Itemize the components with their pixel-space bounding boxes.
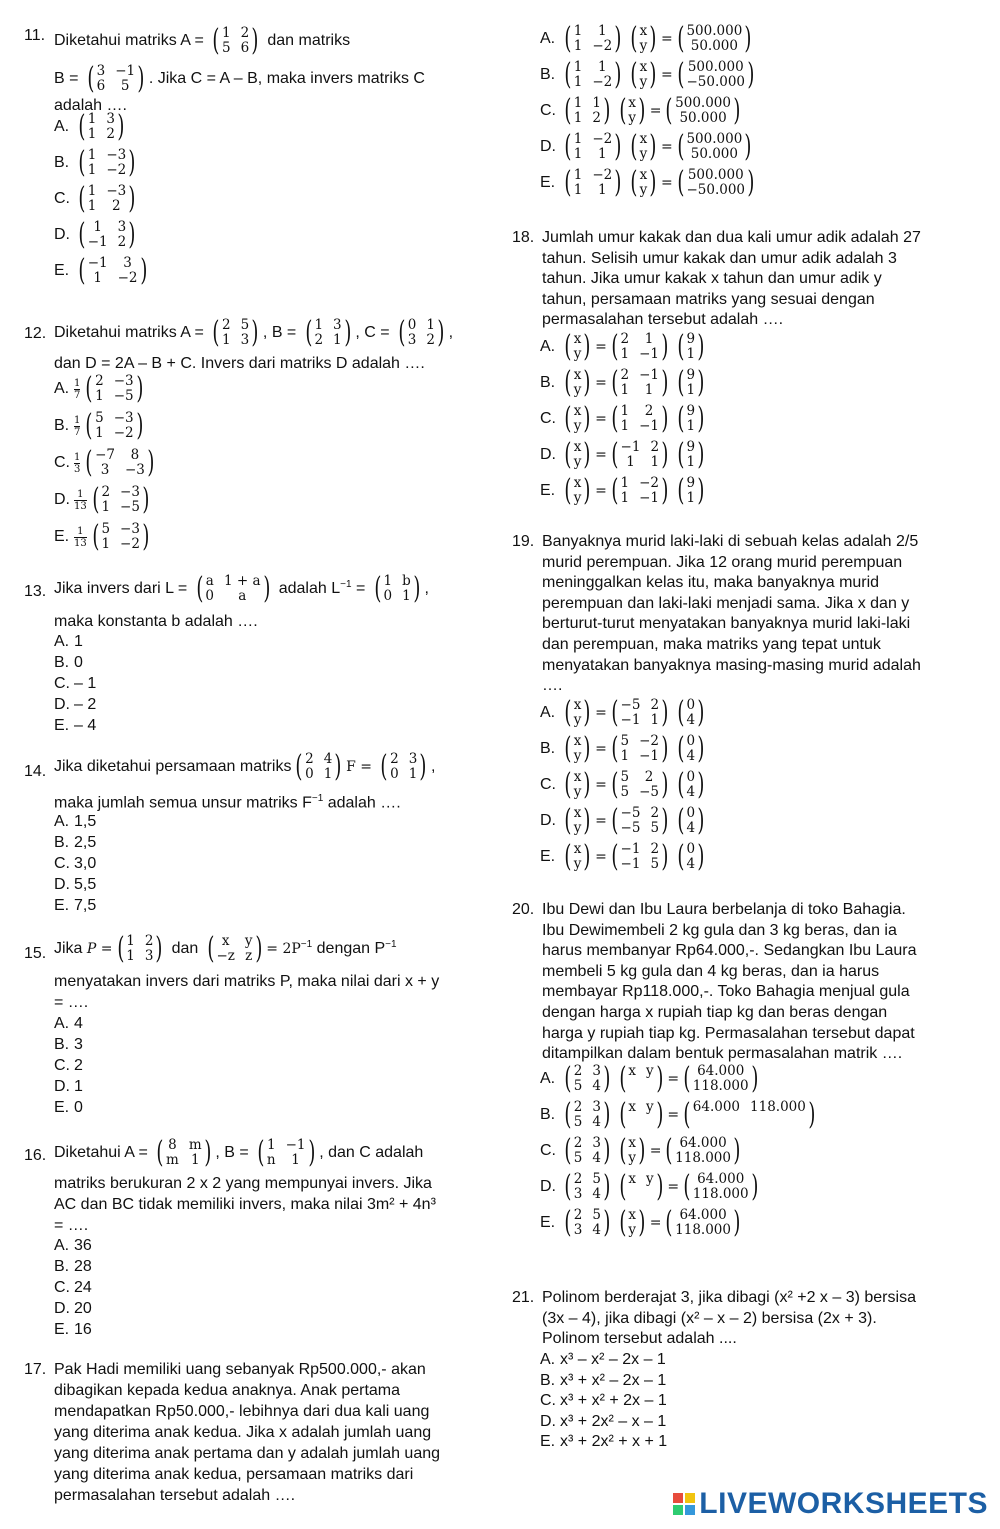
variable-vector: ( x y )	[630, 165, 657, 200]
question-text-line: dengan harga x rupiah tiap kg dan beras dengan	[542, 1004, 888, 1021]
matrix: ( 1 2 1 −1 )	[611, 401, 669, 436]
option-letter: C.	[540, 775, 556, 793]
answer-option-a[interactable]	[54, 371, 147, 406]
answer-option-c[interactable]	[54, 1278, 92, 1299]
row-vector: ( x y )	[618, 1097, 663, 1132]
question-text-line: permasalahan tersebut adalah ….	[542, 311, 784, 328]
question-text-line: Ibu Dewi dan Ibu Laura berbelanja di toko Bahagia.	[542, 901, 906, 918]
fraction: $\frac{1}{7}$	[74, 414, 81, 438]
option-letter: A.	[54, 813, 70, 830]
option-letter: C.	[54, 1057, 70, 1074]
answer-option-b[interactable]: B. ( 1 1 1 −2 ) ( x y ) = ( 500.000 −50.000 )	[540, 60, 759, 90]
option-value: – 2	[74, 696, 97, 713]
result-vector: ( 0 4 )	[677, 803, 705, 838]
option-value: x³ + 2x² + x + 1	[560, 1433, 668, 1450]
option-value: x³ – x² – 2x – 1	[560, 1351, 666, 1368]
option-value: 7,5	[74, 897, 97, 914]
question-text-line: yang diterima anak kedua, persamaan matriks dari	[54, 1466, 414, 1483]
option-letter: E.	[54, 1099, 70, 1116]
matrix: ( −1 2 −1 5 )	[611, 839, 669, 874]
option-letter: B.	[54, 834, 70, 851]
answer-option-a[interactable]	[54, 1236, 92, 1257]
variable-vector: ( x y )	[618, 93, 646, 128]
variable-vector: ( x y )	[564, 839, 591, 874]
question-text-line: dibagikan kepada kedua anaknya. Anak pertama	[54, 1382, 401, 1399]
option-letter: B.	[54, 153, 70, 171]
option-letter: B.	[54, 416, 70, 434]
option-value: x³ + x² – 2x – 1	[560, 1371, 667, 1389]
answer-option-c[interactable]	[540, 1391, 667, 1412]
option-value: – 4	[74, 717, 97, 734]
answer-option-d[interactable]: D. ( x y ) = ( −1 2 1 1 ) ( 9 1 )	[540, 440, 709, 470]
question-text-line: tahun. Selisih umur kakak dan umur adik adalah 3	[542, 249, 897, 267]
answer-option-e[interactable]	[54, 253, 151, 288]
option-value: 0	[74, 654, 83, 671]
matrix: ( 2 3 5 4 )	[564, 1133, 611, 1168]
option-letter: A.	[54, 379, 70, 397]
option-letter: D.	[540, 1177, 556, 1195]
variable-vector: ( x y )	[564, 803, 591, 838]
question-text-line: Pak Hadi memiliki uang sebanyak Rp500.000,- akan	[54, 1361, 426, 1378]
question-text-line: Polinom berderajat 3, jika dibagi (x² +2 x – 3) bersisa	[542, 1289, 916, 1306]
matrix: ( 2 3 5 4 )	[564, 1061, 611, 1096]
answer-option-d[interactable]: D. ( x y ) = ( −5 2 −5 5 ) ( 0 4 )	[540, 806, 709, 836]
matrix: ( 1 1 1 −2 )	[564, 57, 622, 92]
result-vector: ( 500.000 50.000 )	[677, 21, 752, 56]
answer-option-d[interactable]	[54, 482, 154, 517]
option-letter: E.	[54, 717, 70, 734]
answer-option-c[interactable]	[54, 854, 96, 875]
matrix: ( 2 5 3 4 )	[564, 1205, 611, 1240]
option-letter: E.	[540, 173, 556, 191]
matrix: ( 1 −2 1 −1 )	[611, 473, 669, 508]
option-letter: E.	[540, 847, 556, 865]
answer-option-b[interactable]	[54, 653, 83, 674]
question-text-line: membeli 5 kg gula dan 4 kg beras, dan ia harus	[542, 962, 880, 980]
question-text-line: murid perempuan. Jika 12 orang murid perempuan	[542, 553, 903, 571]
answer-option-b[interactable]	[54, 833, 96, 854]
option-letter: A.	[540, 29, 556, 47]
variable-vector: ( x y )	[630, 129, 657, 164]
option-value: 1	[74, 1078, 83, 1095]
answer-option-d[interactable]	[54, 875, 96, 896]
matrix: ( 2 −1 1 1 )	[611, 365, 669, 400]
answer-option-a[interactable]: A. ( x y ) = ( 2 1 1 −1 ) ( 9 1 )	[540, 332, 709, 362]
matrix: ( 1 −2 1 1 )	[564, 165, 622, 200]
answer-option-a[interactable]	[54, 812, 96, 833]
question-text-line: yang diterima anak kedua. Jika x adalah jumlah uang	[54, 1424, 432, 1441]
matrix-b: ( 3 −1 6 5 )	[87, 61, 145, 96]
matrix: ( 2 3 5 4 )	[564, 1097, 611, 1132]
answer-option-e[interactable]	[54, 1320, 92, 1341]
option-value: 36	[74, 1237, 92, 1254]
answer-option-e[interactable]	[54, 896, 96, 917]
answer-option-b[interactable]	[540, 1371, 666, 1392]
matrix: ( 1 1 1 −2 )	[564, 21, 622, 56]
answer-option-a[interactable]	[54, 1014, 83, 1035]
answer-option-b[interactable]	[54, 1257, 92, 1278]
option-value: 2,5	[74, 834, 97, 851]
question-text-line: ditampilkan dalam bentuk permasalahan matrik ….	[542, 1045, 903, 1063]
question-text-line: Banyaknya murid laki-laki di sebuah kelas adalah 2/5	[542, 533, 919, 550]
answer-option-c[interactable]: C. ( 1 1 1 2 ) ( x y ) = ( 500.000 50.000 )	[540, 96, 745, 126]
answer-option-d[interactable]	[540, 1412, 666, 1433]
answer-option-c[interactable]: C. ( x y ) = ( 5 2 5 −5 ) ( 0 4 )	[540, 770, 709, 800]
option-letter: D.	[54, 876, 70, 893]
variable-vector: ( x y )	[564, 731, 591, 766]
variable-vector: ( x y )	[564, 365, 591, 400]
result-vector: ( 500.000 50.000 )	[677, 129, 752, 164]
result-vector: ( 500.000 −50.000 )	[677, 165, 755, 200]
matrix: ( 1 3 1 2 )	[78, 109, 125, 144]
option-letter: B.	[54, 654, 70, 671]
option-letter: A.	[540, 703, 556, 721]
answer-option-b[interactable]: B. ( x y ) = ( 5 −2 1 −1 ) ( 0 4 )	[540, 734, 709, 764]
option-letter: D.	[54, 225, 70, 243]
option-value: 5,5	[74, 876, 97, 893]
variable-vector: ( x y )	[564, 767, 591, 802]
variable-vector: ( x y )	[618, 1133, 646, 1168]
matrix: ( 5 −2 1 −1 )	[611, 731, 669, 766]
fraction: $\frac{1}{13}$	[74, 488, 87, 512]
matrix: ( −1 2 1 1 )	[611, 437, 669, 472]
option-letter: E.	[540, 481, 556, 499]
option-value: 2	[74, 1057, 83, 1074]
answer-option-e[interactable]	[540, 1432, 667, 1453]
answer-option-e[interactable]	[54, 1098, 83, 1119]
answer-option-a[interactable]: A. ( 2 3 5 4 ) ( x y ) = ( 64.000 118.000 )	[540, 1064, 762, 1094]
question-text-line: Jumlah umur kakak dan dua kali umur adik adalah 27	[542, 229, 921, 246]
answer-option-d[interactable]	[54, 695, 96, 716]
matrix: ( −1 3 1 −2 )	[78, 253, 147, 288]
option-letter: A.	[540, 337, 556, 355]
answer-option-a[interactable]: A. ( 1 1 1 −2 ) ( x y ) = ( 500.000 50.000 )	[540, 24, 756, 54]
variable-vector: ( x y )	[630, 57, 657, 92]
result-vector: ( 9 1 )	[677, 437, 705, 472]
option-letter: C.	[54, 1279, 70, 1296]
option-letter: E.	[540, 1433, 556, 1450]
result-row: ( 64.000 118.000 )	[683, 1097, 816, 1132]
question-text-line: meninggalkan kelas itu, maka banyaknya murid	[542, 574, 880, 592]
result-vector: ( 0 4 )	[677, 767, 705, 802]
option-letter: B.	[540, 1105, 556, 1123]
variable-vector: ( x y )	[564, 437, 591, 472]
question-text-line: berturut-turut menyatakan banyaknya murid laki-laki	[542, 615, 911, 633]
option-letter: D.	[540, 811, 556, 829]
answer-option-b[interactable]	[54, 1035, 83, 1056]
answer-option-c[interactable]	[54, 1056, 83, 1077]
answer-option-d[interactable]	[54, 217, 140, 252]
row-vector: ( x y )	[618, 1169, 663, 1204]
option-letter: C.	[54, 675, 70, 692]
matrix: ( 5 2 5 −5 )	[611, 767, 669, 802]
logo-mark-icon	[673, 1493, 695, 1515]
option-letter: E.	[54, 1321, 70, 1338]
option-letter: E.	[540, 1213, 556, 1231]
option-value: 3	[74, 1036, 83, 1053]
answer-option-e[interactable]: E. ( 1 −2 1 1 ) ( x y ) = ( 500.000 −50.000 )	[540, 168, 759, 198]
option-letter: B.	[540, 1371, 556, 1389]
variable-vector: ( x y )	[564, 329, 591, 364]
option-letter: D.	[540, 1412, 556, 1430]
variable-vector: ( x y )	[630, 21, 657, 56]
answer-option-e[interactable]: E. ( 2 5 3 4 ) ( x y ) = ( 64.000 118.000 )	[540, 1208, 745, 1238]
question-text-line: (3x – 4), jika dibagi (x² – x – 2) bersisa (2x + 3).	[542, 1309, 877, 1327]
matrix: ( 5 −3 1 −2 )	[85, 408, 143, 443]
result-vector: ( 9 1 )	[677, 365, 705, 400]
option-value: x³ + x² + 2x – 1	[560, 1392, 667, 1409]
option-value: 28	[74, 1258, 92, 1275]
option-value: 20	[74, 1300, 92, 1317]
question-text-line: tahun, persamaan matriks yang sesuai dengan	[542, 290, 875, 308]
answer-option-a[interactable]: A. ( x y ) = ( −5 2 −1 1 ) ( 0 4 )	[540, 698, 709, 728]
fraction: $\frac{1}{13}$	[74, 525, 87, 549]
option-value: x³ + 2x² – x – 1	[560, 1412, 667, 1430]
liveworksheets-logo: LIVEWORKSHEETS	[673, 1484, 988, 1523]
question-text-line: permasalahan tersebut adalah ….	[54, 1487, 296, 1504]
matrix: ( 2 −3 1 −5 )	[85, 371, 143, 406]
answer-option-a[interactable]	[54, 109, 129, 144]
question-text-line: dan perempuan, maka matriks yang tepat untuk	[542, 636, 881, 653]
answer-option-c[interactable]	[54, 181, 140, 216]
variable-vector: ( x y )	[564, 401, 591, 436]
question-text-line: yang diterima anak pertama dan y adalah jumlah uang	[54, 1445, 441, 1462]
option-value: 16	[74, 1321, 92, 1338]
result-vector: ( 64.000 118.000 )	[683, 1169, 758, 1204]
option-letter: C.	[54, 189, 70, 207]
answer-option-b[interactable]	[54, 145, 140, 180]
answer-option-e[interactable]: E. ( x y ) = ( 1 −2 1 −1 ) ( 9 1 )	[540, 476, 709, 506]
option-value: 4	[74, 1015, 83, 1032]
question-text-line: harga y rupiah tiap kg. Permasalahan tersebut dapat	[542, 1024, 915, 1042]
matrix: ( −5 2 −1 1 )	[611, 695, 669, 730]
result-vector: ( 64.000 118.000 )	[683, 1061, 758, 1096]
result-vector: ( 500.000 50.000 )	[665, 93, 741, 128]
question-text-line: Ibu Dewimembeli 2 kg gula dan 3 kg beras, dan ia	[542, 921, 897, 939]
option-letter: B.	[540, 65, 556, 83]
answer-option-c[interactable]	[54, 445, 159, 480]
answer-option-d[interactable]	[54, 1299, 92, 1320]
answer-option-b[interactable]: B. ( x y ) = ( 2 −1 1 1 ) ( 9 1 )	[540, 368, 709, 398]
matrix: ( 2 1 1 −1 )	[611, 329, 669, 364]
question-text-line: membayar Rp118.000,-. Toko Bahagia menjual gula	[542, 983, 910, 1001]
result-vector: ( 500.000 −50.000 )	[677, 57, 755, 92]
option-letter: D.	[54, 1078, 70, 1095]
answer-option-b[interactable]: B. ( 2 3 5 4 ) ( x y ) = ( 64.000 118.000 )	[540, 1100, 820, 1130]
option-value: 0	[74, 1099, 83, 1116]
question-text-line: harus membanyar Rp64.000,-. Sedangkan Ibu Laura	[542, 942, 917, 960]
question-text-line: perempuan dan laki-laki menjadi sama. Jika x dan y	[542, 594, 910, 612]
option-letter: C.	[540, 1141, 556, 1159]
option-value: 1	[74, 633, 83, 650]
question-text-line: Polinom tersebut adalah ....	[542, 1330, 737, 1347]
option-letter: A.	[540, 1069, 556, 1087]
option-letter: A.	[540, 1351, 556, 1368]
result-vector: ( 0 4 )	[677, 731, 705, 766]
option-letter: E.	[54, 527, 70, 545]
answer-option-c[interactable]	[54, 674, 96, 695]
matrix: ( −7 8 3 −3 )	[85, 445, 155, 480]
option-value: 1,5	[74, 813, 97, 830]
result-vector: ( 0 4 )	[677, 695, 705, 730]
option-letter: D.	[540, 137, 556, 155]
answer-option-d[interactable]: D. ( 2 5 3 4 ) ( x y ) = ( 64.000 118.000 )	[540, 1172, 762, 1202]
matrix: ( 2 −3 1 −5 )	[92, 482, 150, 517]
matrix: ( −5 2 −5 5 )	[611, 803, 669, 838]
question-text-line: menyatakan banyaknya masing-masing murid adalah	[542, 656, 921, 674]
option-letter: A.	[54, 633, 70, 650]
answer-option-e[interactable]	[54, 716, 96, 737]
option-letter: E.	[54, 897, 70, 914]
answer-option-d[interactable]: D. ( 1 −2 1 1 ) ( x y ) = ( 500.000 50.000 )	[540, 132, 756, 162]
option-letter: C.	[540, 1392, 556, 1409]
answer-option-e[interactable]: E. ( x y ) = ( −1 2 −1 5 ) ( 0 4 )	[540, 842, 709, 872]
answer-option-a[interactable]	[540, 1350, 666, 1371]
option-letter: E.	[54, 261, 70, 279]
matrix: ( 1 1 1 2 )	[564, 93, 611, 128]
option-letter: A.	[54, 1015, 70, 1032]
answer-option-e[interactable]	[54, 519, 154, 554]
option-letter: B.	[540, 373, 556, 391]
matrix: ( 2 5 3 4 )	[564, 1169, 611, 1204]
option-letter: A.	[54, 117, 70, 135]
answer-option-d[interactable]	[54, 1077, 83, 1098]
option-value: – 1	[74, 675, 97, 692]
variable-vector: ( x y )	[564, 473, 591, 508]
answer-option-a[interactable]	[54, 632, 83, 653]
matrix: ( 1 −3 1 −2 )	[78, 145, 136, 180]
option-letter: C.	[54, 453, 70, 471]
option-value: 24	[74, 1279, 92, 1296]
result-vector: ( 64.000 118.000 )	[665, 1205, 741, 1240]
option-letter: D.	[54, 490, 70, 508]
question-text-line: ….	[542, 677, 563, 695]
answer-option-c[interactable]: C. ( x y ) = ( 1 2 1 −1 ) ( 9 1 )	[540, 404, 709, 434]
option-letter: C.	[540, 101, 556, 119]
question-number: 11.	[24, 27, 46, 44]
answer-option-c[interactable]: C. ( 2 3 5 4 ) ( x y ) = ( 64.000 118.000 )	[540, 1136, 745, 1166]
variable-vector: ( x y )	[618, 1205, 646, 1240]
matrix: ( 1 −3 1 2 )	[78, 181, 136, 216]
option-letter: A.	[54, 1237, 70, 1254]
result-vector: ( 9 1 )	[677, 329, 705, 364]
row-vector: ( x y )	[618, 1061, 663, 1096]
option-letter: C.	[540, 409, 556, 427]
result-vector: ( 9 1 )	[677, 401, 705, 436]
matrix: ( 1 −2 1 1 )	[564, 129, 622, 164]
fraction: $\frac{1}{7}$	[74, 377, 81, 401]
matrix: ( 5 −3 1 −2 )	[92, 519, 150, 554]
option-letter: B.	[54, 1036, 70, 1053]
option-letter: C.	[54, 855, 70, 872]
option-letter: B.	[540, 739, 556, 757]
matrix-a: ( 1 2 5 6 )	[212, 23, 259, 58]
question-text-line: tahun. Jika umur kakak x tahun dan umur adik y	[542, 270, 882, 287]
answer-option-b[interactable]	[54, 408, 147, 443]
result-vector: ( 64.000 118.000 )	[665, 1133, 741, 1168]
option-value: 3,0	[74, 855, 97, 872]
result-vector: ( 9 1 )	[677, 473, 705, 508]
option-letter: D.	[540, 445, 556, 463]
option-letter: B.	[54, 1258, 70, 1275]
option-letter: D.	[54, 696, 70, 713]
result-vector: ( 0 4 )	[677, 839, 705, 874]
option-letter: D.	[54, 1300, 70, 1317]
fraction: $\frac{1}{3}$	[74, 451, 81, 475]
variable-vector: ( x y )	[564, 695, 591, 730]
matrix: ( 1 3 −1 2 )	[78, 217, 136, 252]
question-text-line: mendapatkan Rp50.000,- lebihnya dari dua kali uang	[54, 1403, 430, 1420]
